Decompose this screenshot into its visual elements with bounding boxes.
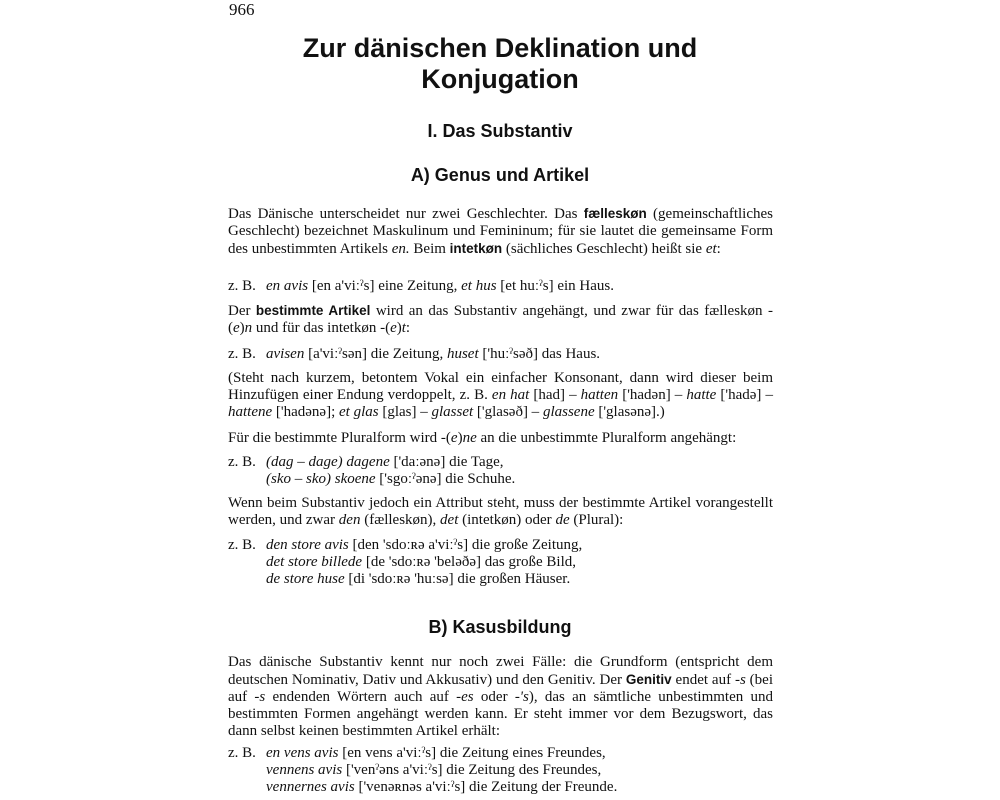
- example-indefinite: [228, 278, 773, 295]
- zb-label: z. B.: [228, 278, 256, 294]
- example-line: [266, 554, 773, 571]
- p3-text-8: ['glasənə].): [594, 404, 665, 420]
- p3-italic-2: hatten: [580, 387, 619, 403]
- ex3-italic-3: (sko – sko): [266, 471, 331, 487]
- example-line: [266, 745, 773, 762]
- document-title: [200, 33, 800, 95]
- example-line: [266, 454, 773, 471]
- p5-text-2: (fælleskøn),: [360, 512, 441, 528]
- p2-italic-4: t: [401, 320, 406, 336]
- p1-text-2: (gemeinschaftliches Geschlecht) bezeichnet Maskulinum und Femininum; für sie lautet die gemeinsame Form des unbestimmten Artikels: [228, 206, 774, 257]
- p2-italic-1: e: [233, 320, 240, 336]
- p4-text-1: Für die bestimmte Pluralform wird -(: [228, 430, 451, 446]
- p2-text-6: :: [405, 320, 411, 336]
- p1-text-1: Das Dänische unterscheidet nur zwei Geschlechter. Das: [228, 206, 584, 222]
- p5-text-1: Wenn beim Substantiv jedoch ein Attribut steht, muss der bestimmte Artikel vorangestellt werden, und zwar: [228, 495, 773, 528]
- zb-label: z. B.: [228, 454, 256, 470]
- ex1-italic-1: en avis: [266, 278, 309, 294]
- ex3-text-1: ['daːənə] die Tage,: [389, 454, 504, 470]
- page-number: 966: [229, 0, 255, 19]
- example-line: [266, 779, 773, 796]
- example-definite: [228, 346, 773, 363]
- paragraph-genus: [228, 205, 773, 258]
- term-intetkon: intetkøn: [449, 241, 503, 256]
- p3-text-4: ['hadə] –: [716, 387, 773, 403]
- p6-text-1: Das dänische Substantiv kennt nur noch zwei Fälle: die Grundform (entspricht dem deutschen Nominativ, Dativ und Akkusativ) und den Genitiv. Der: [228, 654, 773, 688]
- example-line: [266, 537, 773, 554]
- example-genitive: [228, 745, 773, 796]
- p6-italic-4: -'s: [514, 689, 529, 705]
- p1-text-3: Beim: [409, 241, 450, 257]
- example-line: [266, 762, 773, 779]
- p6-italic-3: -es: [456, 689, 474, 705]
- ex1-text-1: [en a'viːˀs] eine Zeitung,: [308, 278, 462, 294]
- p3-italic-1: en hat: [491, 387, 530, 403]
- paragraph-genitive: [228, 654, 773, 740]
- ex5-italic-3: vennernes avis: [266, 779, 355, 795]
- p3-italic-4: hattene: [228, 404, 273, 420]
- p6-text-4: endenden Wörtern auch auf: [265, 689, 457, 705]
- example-plural: [228, 454, 773, 488]
- ex2-italic-2: huset: [446, 346, 479, 362]
- ex3-italic-1: (dag – dage): [266, 454, 343, 470]
- ex4-italic-1: den store avis: [266, 537, 349, 553]
- p2-text-1: Der: [228, 303, 256, 319]
- ex2-text-1: [a'viːˀsən] die Zeitung,: [304, 346, 447, 362]
- p3-text-7: ['glasəð] –: [473, 404, 543, 420]
- p1-italic-et: et: [705, 241, 717, 257]
- p3-italic-5: et glas: [339, 404, 379, 420]
- p5-text-3: (intetkøn) oder: [458, 512, 556, 528]
- section-heading-substantiv: I. Das Substantiv: [427, 121, 573, 141]
- paragraph-plural-definite: [228, 430, 773, 447]
- paragraph-consonant-doubling: [228, 370, 773, 421]
- ex3-text-2: ['sgoːˀənə] die Schuhe.: [375, 471, 516, 487]
- p3-italic-7: glassene: [542, 404, 595, 420]
- term-faelleskon: fælleskøn: [583, 206, 647, 221]
- ex5-text-3: ['venəʀnəs a'viːˀs] die Zeitung der Freunde.: [354, 779, 618, 795]
- ex3-italic-4: skoene: [334, 471, 376, 487]
- p3-italic-6: glasset: [431, 404, 474, 420]
- p6-text-6: ), das an sämtliche unbestimmten und bestimmten Formen angehängt werden kann. Er steht immer vor dem Bezugswort, das dann selbst keinen bestimmten Artikel erhält:: [228, 689, 773, 739]
- ex4-italic-2: det store billede: [266, 554, 363, 570]
- p2-text-4: und für das intetkøn -(: [252, 320, 391, 336]
- ex5-italic-2: vennens avis: [266, 762, 343, 778]
- p3-text-5: ['hadənə];: [272, 404, 339, 420]
- p2-text-3: ): [239, 320, 245, 336]
- example-line: [266, 278, 773, 295]
- p3-text-3: ['hadən] –: [618, 387, 687, 403]
- p6-text-5: oder: [473, 689, 515, 705]
- paragraph-definite-article: [228, 302, 773, 337]
- p3-italic-3: hatte: [686, 387, 717, 403]
- example-attribute: [228, 537, 773, 588]
- example-line: [266, 346, 773, 363]
- p5-text-4: (Plural):: [569, 512, 624, 528]
- p2-text-5: ): [396, 320, 402, 336]
- title-line-1: Zur dänischen Deklination und: [302, 33, 698, 63]
- p3-text-1: (Steht nach kurzem, betontem Vokal ein einfacher Konsonant, dann wird dieser beim Hinzufügen einer Endung verdoppelt, z. B.: [228, 370, 773, 403]
- ex4-text-1: [den 'sdoːʀə a'viːˀs] die große Zeitung,: [348, 537, 583, 553]
- p3-text-6: [glas] –: [378, 404, 432, 420]
- subsection-heading-genus: A) Genus und Artikel: [410, 165, 590, 185]
- p2-italic-2: n: [244, 320, 253, 336]
- zb-label: z. B.: [228, 745, 256, 761]
- title-line-2: Konjugation: [421, 64, 579, 94]
- example-line: [266, 571, 773, 588]
- ex5-text-1: [en vens a'viːˀs] die Zeitung eines Freundes,: [338, 745, 606, 761]
- ex1-text-2: [et huːˀs] ein Haus.: [496, 278, 614, 294]
- ex5-text-2: ['venˀəns a'viːˀs] die Zeitung des Freundes,: [342, 762, 602, 778]
- p6-italic-1: -s: [734, 672, 746, 688]
- ex2-text-2: ['huːˀsəð] das Haus.: [478, 346, 601, 362]
- term-bestimmte-artikel: bestimmte Artikel: [255, 303, 371, 318]
- paragraph-attribute: [228, 495, 773, 529]
- p6-text-2: endet auf: [671, 672, 735, 688]
- p4-text-3: an die unbestimmte Pluralform angehängt:: [476, 430, 737, 446]
- p5-italic-1: den: [338, 512, 361, 528]
- example-line: [266, 471, 773, 488]
- p6-italic-2: -s: [254, 689, 266, 705]
- zb-label: z. B.: [228, 346, 256, 362]
- p2-text-2: wird an das Substantiv angehängt, und zwar für das fælleskøn -(: [228, 303, 773, 336]
- p3-text-2: [had] –: [529, 387, 581, 403]
- p1-text-4: (sächliches Geschlecht) heißt sie: [502, 241, 706, 257]
- ex1-italic-2: et hus: [461, 278, 497, 294]
- p5-italic-2: det: [440, 512, 459, 528]
- ex4-text-3: [di 'sdoːʀə 'huːsə] die großen Häuser.: [344, 571, 571, 587]
- p2-italic-3: e: [390, 320, 397, 336]
- p1-italic-en: en.: [391, 241, 410, 257]
- p6-text-3: (bei auf: [228, 672, 773, 705]
- term-genitiv: Genitiv: [625, 672, 672, 687]
- ex5-italic-1: en vens avis: [266, 745, 339, 761]
- ex4-text-2: [de 'sdoːʀə 'beləðə] das große Bild,: [362, 554, 577, 570]
- ex2-italic-1: avisen: [266, 346, 305, 362]
- p1-text-5: :: [716, 241, 721, 257]
- ex3-italic-2: dagene: [346, 454, 390, 470]
- zb-label: z. B.: [228, 537, 256, 553]
- p4-text-2: ): [457, 430, 463, 446]
- p4-italic-2: ne: [462, 430, 477, 446]
- subsection-heading-kasus: B) Kasusbildung: [428, 617, 572, 637]
- p5-italic-3: de: [555, 512, 570, 528]
- p4-italic-1: e: [450, 430, 458, 446]
- ex4-italic-3: de store huse: [266, 571, 345, 587]
